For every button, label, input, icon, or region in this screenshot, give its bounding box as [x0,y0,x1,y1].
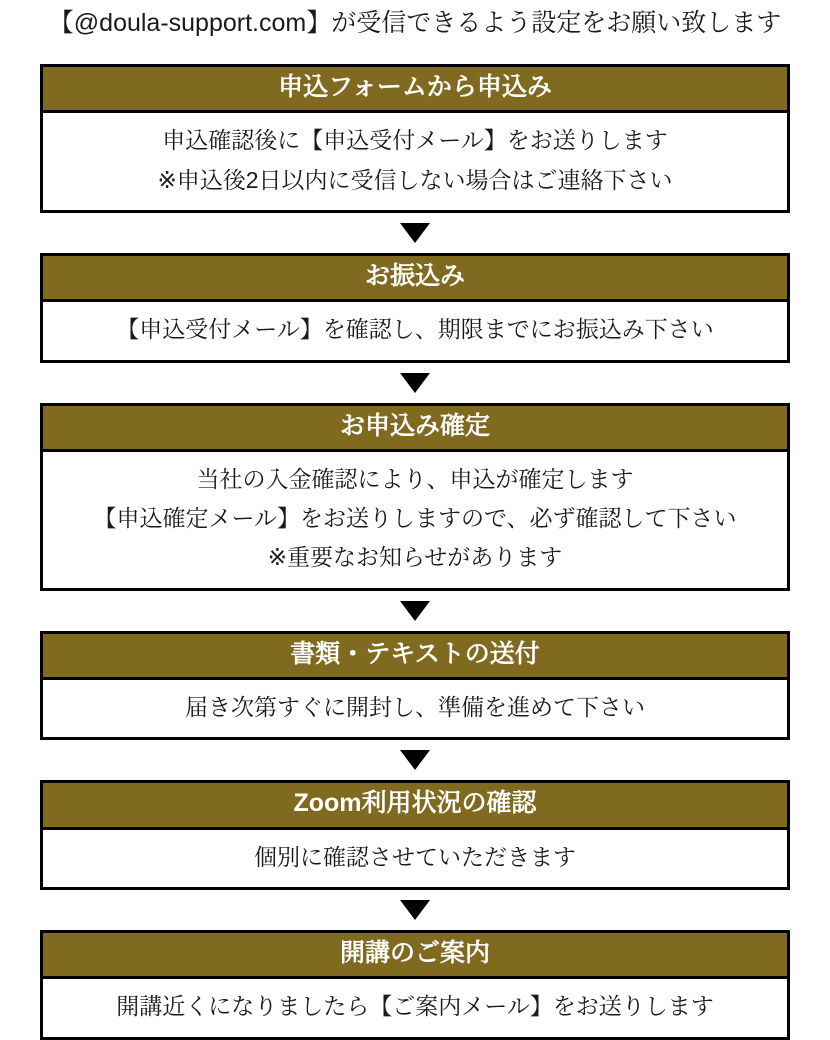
flow-step-2-title: お振込み [43,256,787,302]
flow-step-5-title: Zoom利用状況の確認 [43,783,787,829]
flow-step-1-title: 申込フォームから申込み [43,67,787,113]
flow-step-3-line-2: 【申込確定メール】をお送りしますので、必ず確認して下さい [93,505,737,532]
flow-step-4-line-1: 届き次第すぐに開封し、準備を進めて下さい [185,694,645,721]
flow-step-6-title: 開講のご案内 [43,933,787,979]
flow-step-6-line-1: 開講近くになりましたら【ご案内メール】をお送りします [116,993,714,1020]
application-flow [40,42,790,1040]
down-arrow-icon [400,223,430,243]
down-arrow-icon [400,373,430,393]
flow-arrow-2 [40,363,790,403]
flow-step-2 [40,253,790,363]
flow-step-1-line-2: ※申込後2日以内に受信しない場合はご連絡下さい [157,166,673,193]
email-domain-notice: 【@doula-support.com】が受信できるよう設定をお願い致します [48,9,782,37]
flow-step-3-title: お申込み確定 [43,406,787,452]
flow-arrow-4 [40,740,790,780]
flow-step-6 [40,930,790,1040]
flow-step-3-line-1: 当社の入金確認により、申込が確定します [196,465,634,492]
flow-step-4-body [43,680,787,737]
flow-step-4 [40,631,790,741]
down-arrow-icon [400,601,430,621]
flow-step-2-line-1: 【申込受付メール】を確認し、期限までにお振込み下さい [116,316,714,343]
flow-step-1-body [43,113,787,210]
flow-arrow-3 [40,591,790,631]
flow-step-2-body [43,302,787,359]
flow-arrow-5 [40,890,790,930]
flow-step-5 [40,780,790,890]
flow-arrow-1 [40,213,790,253]
flow-step-3 [40,403,790,591]
flow-step-4-title: 書類・テキストの送付 [43,634,787,680]
flow-step-1-line-1: 申込確認後に【申込受付メール】をお送りします [162,127,668,154]
flow-step-3-body [43,452,787,588]
flow-step-3-line-3: ※重要なお知らせがあります [267,544,563,571]
flow-step-5-body [43,830,787,887]
flow-step-1 [40,64,790,213]
down-arrow-icon [400,750,430,770]
flow-step-5-line-1: 個別に確認させていただきます [254,843,576,870]
flow-step-6-body [43,979,787,1036]
down-arrow-icon [400,900,430,920]
